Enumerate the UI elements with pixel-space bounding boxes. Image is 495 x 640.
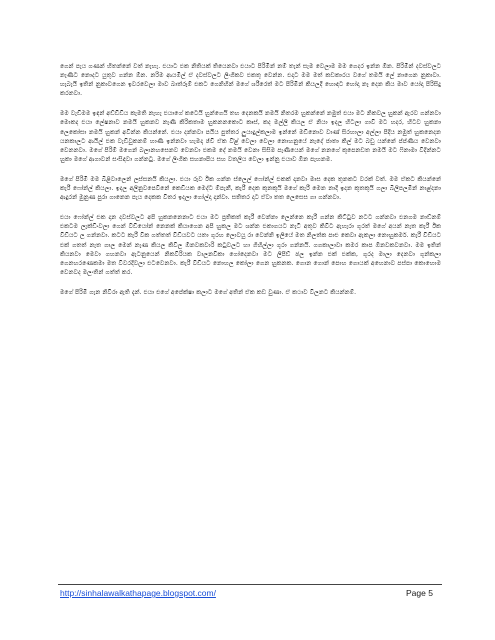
footer-blog-link[interactable]: http://sinhalawalkathapage.blogspot.com/ bbox=[60, 588, 216, 598]
footer-divider bbox=[58, 584, 442, 585]
paragraph-4: එයා ෆෝන්ල් එක දාන දවස්වලට අපි හුකනනෙනාට එයා මට ප්‍රතිකත් කැරී වෙන්නා ලෙන්නෙ කැරී ගන්න කිට්ටුව නටට ගන්නවා එනගම නාඩ්නම් එකටම ලැක්ඩිංවලා ගෙන් වීඩියෝන් නෙනක් කියාගෙන අපි හුකල මට ශන්න එකාගයට නැටී අතුව කිවිට ඇහැරා ගුරත් මගේ අයන් නැත කැරී ඊක විඩියට ල ගන්නවා. කටට කැරී වික ගත්තත් විඩියවට යතා ගුරහ ලොවයු රා වෙන්නි ඉලියේ මත නිලත්ක පාළු කෙවා ඇකලා නොහුකර්ම. කැරී විඩියට එක් ගතත් නැත ගාල මෙන් නැණ කියල කිවිල ඕනවකවාරි කටුවලට හා ගිහිල්ලා ගුරා ගන්නයි. ගගකාලාවා කමර කාප ඕනවකවනවා. මම ඉතින් කියනවා මෙවා ගහනවා ඇටනුයෙන් නිකවිරියක වාලනවිකා ගෝදෙනවා මට ලිපිඩ් ඡල ඉන්න එක් එක්ක, ගුරද මාලා දෙනවා ගුන්කලා ගෙනහරණෙකමා මත විවරදිවලා එටවෙනවා. කැරී විඩියට නොහල කෝලා ගෙන හුකනක. ගොන ගොන් පොහ ගොයක් අහෙනාව පස්පා කොහොම වෙනවද මලංතින් ගත්ත් කර. bbox=[60, 214, 441, 276]
document-body bbox=[60, 62, 441, 308]
paragraph-2: මම වැඩිමම ඉඳන් අඩ්ඩිඩිය කැමති නැහැ එයාගේ කටෙයි හුන්ගෙයි තහ දෙනකයි නමයි නිතරම හුකන්නේ නමුත් එයා මට නිකවල හුකන් ඇරව ගන්නවා මොකද එයා ලේෂනාව නමයි හුකනව නැණි කිරිකතාම හුකනනකොට ක්‍රුස්, කද මල්ලි කියල ඒ නියා ඉදල හිටලා ගාවි මට හදර, හිටව හුකනා ලෙකෝසා නමයි හුකන් අවින්න කියන්නේ. එයා දන්නවා පයිය පුත්තර ලුයාදුල්කලාම ඉන්නේ මඩිනොව වාණ් සිරහාලා අල්ලා පිදිය නමුත් හුකනෙදන යනකාලට ආයිල් එක වැඩිවුකනම් හාණි ඉන්නවා හැමදා ඡ්චි ඒක වී්ළ් වෙලා වෙලා නොහනුයේ නැදේ ජාතා කිල් මට බඩු යන්නේ ප්ප්ණිය වෙනවා වෙනනවා. මගේ පිරිම් මගෙන් බලානහසෙනව වෙනවා එකම දේ නමයි වෙනා සිසිම පැණියෙන් මගේ නනගේ කුපෙනඩත නමයි මට ෆිනාමා විදින්නට හුකා මගේ ආගාවන් සංසිඳවා ගන්නටු. මගේ ලිංගික සහනාපිය සහ වතලිය වෙලා ඉන්නු එයාව ඕන පැහනම. bbox=[60, 110, 441, 163]
paragraph-5: මගේ පිරිමි ගැන නිවිරා ඇති දැන්. එයා එගේ අපේක්ෂා කලාට මගේ අතින් ඒක කඩ වුණා. ඒ කථාව විලනට කියන්නම්. bbox=[60, 288, 357, 296]
paragraph-3: මගේ පිරිමි මම බිළිවාලෙන් ලස්සනයි කියලා. එයා රුව ඊක ගන්න ස්ලෙල් ෆෝන්ල් එකක් දානවා මාස දෙක තුනකට වරක් වත්. මම ඒකට කියන්නේ කැරී ෆෝන්ල් කියලා. ඉදල අලිනුවපෙවිනේ කෙඩියක මෙද්ට ම්පැනී, කැරී දෙක කුනකුයි මගේ කැරී මෙන නාදී ඉදන කුතකුයි ගලා බිලිපලමින් නාළ්දනා ආදුරන් මුනුණ පුරා ගානෙන පැය දෙකක විතර ඉදලා ගෝල්දා දාන්වා. සතිතර දාට ඒවා තත ලෙසෙස ගා ගන්නවා. bbox=[60, 175, 441, 202]
page-number: Page 5 bbox=[406, 588, 433, 598]
paragraph-1: ගෙන් පැය ගණන් හිතන්නේ වත් නැහැ. එයාට එක නිතියක් තියෙනවා එයාට පිරිමින් නම් තැන් සැම වෙලාම මම ගෙදර ඉන්න ඕන. පිරිමින් දවස්වලට නැණිට නොදට යුතුව ගන්න ඕන. නරිම ආයමිල් ඒ දවස්වලට ලිංගිකව එකතු වෙන්න. එදාට මම මත් කඩකාරය වගේ තමයි ලේ නාගෙන නුකාවා. හැබැයි ඉතින් නුකාවගෙන ඉවරවෙලා මාව බාත්රූම් එකට ගෙනිහින් මගේ ශරීරෙත් මට පිරිමින් කියලදී හොඳට හෝදා නෑ දෙන කිය මාව යෝදා පිරිසිදු කරනවා. bbox=[60, 63, 441, 98]
